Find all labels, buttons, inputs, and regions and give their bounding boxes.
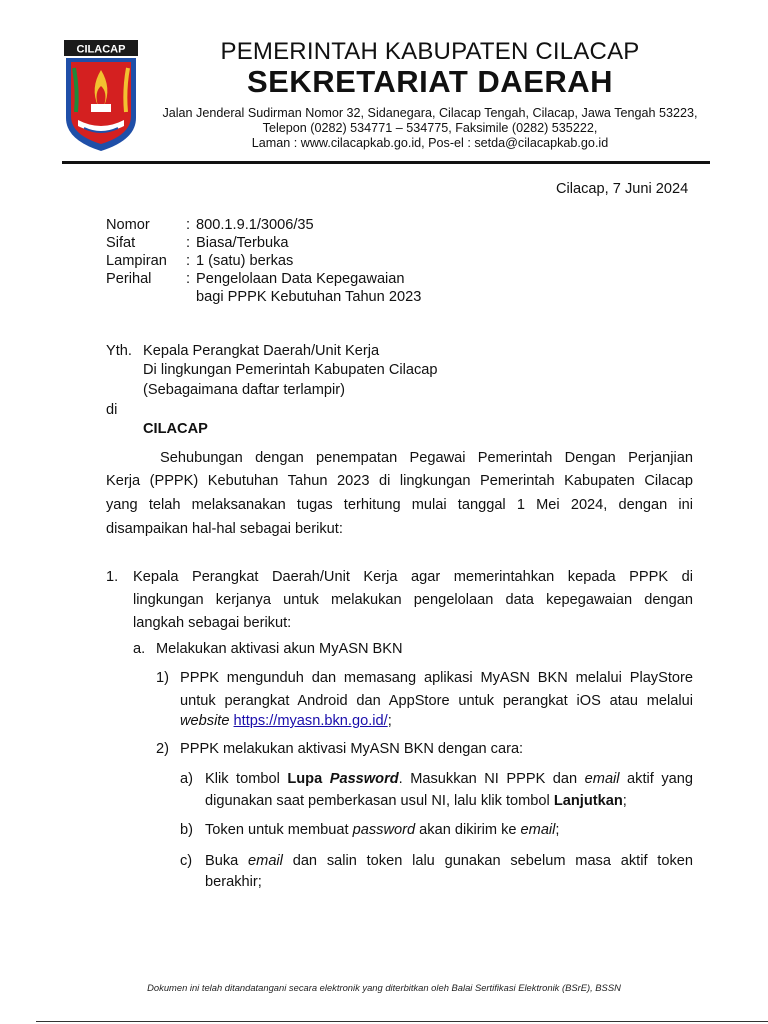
list-letter: b) [180, 822, 193, 838]
intro-line: Kerja (PPPK) Kebutuhan Tahun 2023 di lingkungan Pemerintah Kabupaten Cilacap [106, 473, 693, 489]
meta-colon: : [186, 235, 191, 251]
list-text-line: Klik tombol Lupa Password. Masukkan NI PPPK dan email aktif yang [205, 771, 693, 787]
recipient-line: Kepala Perangkat Daerah/Unit Kerja [143, 343, 380, 359]
di-label: di [106, 402, 118, 418]
recipient-line: (Sebagaimana daftar terlampir) [143, 382, 345, 398]
logo-label: CILACAP [76, 43, 126, 56]
phone-line: Telepon (0282) 534771 – 534775, Faksimile (0282) 535222, [262, 121, 598, 135]
government-name: PEMERINTAH KABUPATEN CILACAP [220, 38, 640, 65]
list-letter: a) [180, 771, 193, 787]
list-letter: a. [133, 641, 146, 657]
coat-of-arms-icon [64, 40, 138, 152]
meta-value-lampiran: 1 (satu) berkas [196, 253, 294, 269]
intro-line: disampaikan hal-hal sebagai berikut: [106, 521, 343, 537]
list-text-line: digunakan saat pemberkasan usul NI, lalu klik tombol Lanjutkan; [205, 793, 627, 809]
list-letter: c) [180, 853, 193, 869]
intro-line: yang telah melaksanakan tugas terhitung mulai tanggal 1 Mei 2024, dengan ini [106, 497, 693, 513]
yth-label: Yth. [106, 343, 132, 359]
website-line: Laman : www.cilacapkab.go.id, Pos-el : setda@cilacapkab.go.id [251, 136, 609, 150]
meta-label: Sifat [106, 235, 136, 251]
list-number: 1. [106, 569, 119, 585]
website-word: website [180, 713, 230, 729]
e-signature-notice: Dokumen ini telah ditandatangani secara elektronik yang diterbitkan oleh Balai Sertifikasi Elektronik (BSrE), BSSN [147, 982, 621, 993]
list-text-line: PPPK mengunduh dan memasang aplikasi MyASN BKN melalui PlayStore [180, 670, 693, 686]
recipient-line: Di lingkungan Pemerintah Kabupaten Cilacap [143, 362, 438, 378]
list-text-line: PPPK melakukan aktivasi MyASN BKN dengan cara: [180, 741, 524, 757]
list-text-line: Kepala Perangkat Daerah/Unit Kerja agar memerintahkan kepada PPPK di [133, 569, 693, 585]
meta-label: Nomor [106, 217, 150, 233]
myasn-link[interactable]: https://myasn.bkn.go.id/ [233, 713, 388, 729]
line-end: ; [387, 713, 392, 729]
office-name: SEKRETARIAT DAERAH [246, 64, 614, 99]
regency-logo [64, 40, 138, 152]
address-line: Jalan Jenderal Sudirman Nomor 32, Sidanegara, Cilacap Tengah, Cilacap, Jawa Tengah 53223, [162, 106, 698, 120]
meta-value-perihal-2: bagi PPPK Kebutuhan Tahun 2023 [196, 289, 422, 305]
list-text-line: lingkungan kerjanya untuk melakukan pengelolaan data kepegawaian dengan [133, 592, 693, 608]
list-text-line [180, 710, 693, 734]
recipient-city: CILACAP [143, 421, 208, 437]
list-text-line: Buka email dan salin token lalu gunakan sebelum masa aktif token [205, 853, 693, 869]
list-text-line: untuk perangkat Android dan AppStore untuk perangkat iOS atau melalui [180, 693, 693, 709]
list-text-line: langkah sebagai berikut: [133, 615, 292, 631]
meta-value-sifat: Biasa/Terbuka [196, 235, 289, 251]
list-number: 2) [156, 741, 169, 757]
footer-divider [36, 1021, 768, 1022]
list-text-line: berakhir; [205, 874, 262, 890]
list-text-line: Token untuk membuat password akan dikirim ke email; [205, 822, 560, 838]
meta-label: Lampiran [106, 253, 167, 269]
letter-date: Cilacap, 7 Juni 2024 [556, 181, 689, 197]
list-number: 1) [156, 670, 169, 686]
meta-label: Perihal [106, 271, 152, 287]
meta-value-nomor: 800.1.9.1/3006/35 [196, 217, 314, 233]
list-text-line: Melakukan aktivasi akun MyASN BKN [156, 641, 403, 657]
header-divider [62, 161, 710, 164]
meta-colon: : [186, 217, 191, 233]
meta-value-perihal: Pengelolaan Data Kepegawaian [196, 271, 405, 287]
meta-colon: : [186, 253, 191, 269]
meta-colon: : [186, 271, 191, 287]
intro-line: Sehubungan dengan penempatan Pegawai Pemerintah Dengan Perjanjian [160, 450, 693, 466]
